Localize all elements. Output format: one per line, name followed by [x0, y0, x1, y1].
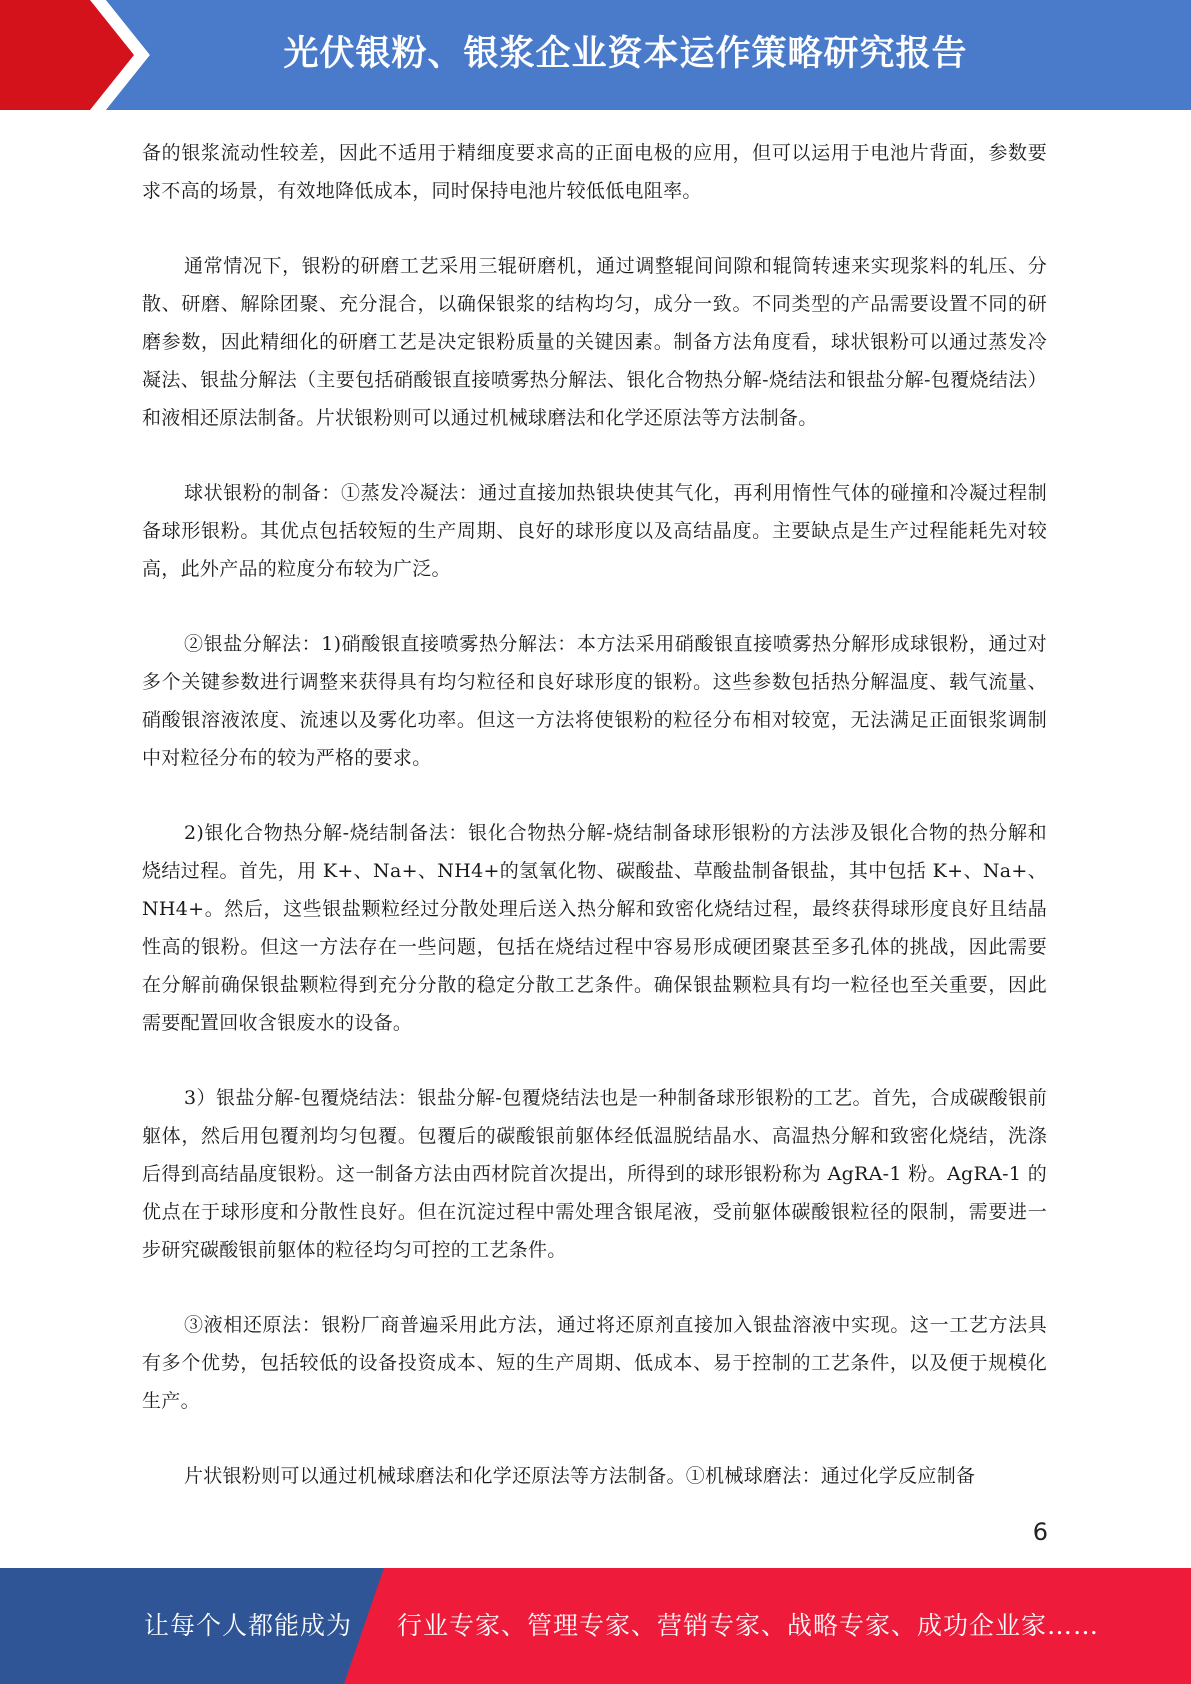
- paragraph: 通常情况下，银粉的研磨工艺采用三辊研磨机，通过调整辊间间隙和辊筒转速来实现浆料的轧压、分散、研磨、解除团聚、充分混合，以确保银浆的结构均匀，成分一致。不同类型的产品需要设置不同的研磨参数，因此精细化的研磨工艺是决定银粉质量的关键因素。制备方法角度看，球状银粉可以通过蒸发冷凝法、银盐分解法（主要包括硝酸银直接喷雾热分解法、银化合物热分解-烧结法和银盐分解-包覆烧结法）和液相还原法制备。片状银粉则可以通过机械球磨法和化学还原法等方法制备。: [142, 255, 1047, 429]
- paragraph: ②银盐分解法：1)硝酸银直接喷雾热分解法：本方法采用硝酸银直接喷雾热分解形成球银粉，通过对多个关键参数进行调整来获得具有均匀粒径和良好球形度的银粉。这些参数包括热分解温度、载气流量、硝酸银溶液浓度、流速以及雾化功率。但这一方法将使银粉的粒径分布相对较宽，无法满足正面银浆调制中对粒径分布的较为严格的要求。: [142, 633, 1047, 769]
- paragraph: 片状银粉则可以通过机械球磨法和化学还原法等方法制备。①机械球磨法：通过化学反应制备: [184, 1465, 976, 1487]
- paragraph: 备的银浆流动性较差，因此不适用于精细度要求高的正面电极的应用，但可以运用于电池片背面，参数要求不高的场景，有效地降低成本，同时保持电池片较低低电阻率。: [142, 142, 1047, 202]
- paragraph: 球状银粉的制备：①蒸发冷凝法：通过直接加热银块使其气化，再利用惰性气体的碰撞和冷凝过程制备球形银粉。其优点包括较短的生产周期、良好的球形度以及高结晶度。主要缺点是生产过程能耗先对较高，此外产品的粒度分布较为广泛。: [142, 482, 1047, 580]
- paragraph: 2)银化合物热分解-烧结制备法：银化合物热分解-烧结制备球形银粉的方法涉及银化合物的热分解和烧结过程。首先，用 K+、Na+、NH4+的氢氧化物、碳酸盐、草酸盐制备银盐，其中包括 K+、Na+、NH4+。然后，这些银盐颗粒经过分散处理后送入热分解和致密化烧结过程，最终获得球形度良好且结晶性高的银粉。但这一方法存在一些问题，包括在烧结过程中容易形成硬团聚甚至多孔体的挑战，因此需要在分解前确保银盐颗粒得到充分分散的稳定分散工艺条件。确保银盐颗粒具有均一粒径也至关重要，因此需要配置回收含银废水的设备。: [142, 822, 1047, 1034]
- report-title: 光伏银粉、银浆企业资本运作策略研究报告: [283, 34, 968, 74]
- footer-slogan-left: 让每个人都能成为: [144, 1611, 353, 1640]
- paragraph: 3）银盐分解-包覆烧结法：银盐分解-包覆烧结法也是一种制备球形银粉的工艺。首先，合成碳酸银前躯体，然后用包覆剂均匀包覆。包覆后的碳酸银前躯体经低温脱结晶水、高温热分解和致密化烧结，洗涤后得到高结晶度银粉。这一制备方法由西材院首次提出，所得到的球形银粉称为 AgRA-1 粉。AgRA-1 的优点在于球形度和分散性良好。但在沉淀过程中需处理含银尾液，受前躯体碳酸银粒径的限制，需要进一步研究碳酸银前躯体的粒径均匀可控的工艺条件。: [142, 1087, 1047, 1261]
- header-chevron-shape: [0, 0, 150, 110]
- footer-banner: [0, 1568, 1191, 1684]
- header-banner: [0, 0, 1191, 110]
- paragraph: ③液相还原法：银粉厂商普遍采用此方法，通过将还原剂直接加入银盐溶液中实现。这一工艺方法具有多个优势，包括较低的设备投资成本、短的生产周期、低成本、易于控制的工艺条件，以及便于规模化生产。: [142, 1314, 1047, 1412]
- page-number: 6: [1032, 1518, 1048, 1546]
- document-body: [142, 134, 1047, 1495]
- footer-slogan-right: 行业专家、管理专家、营销专家、战略专家、成功企业家……: [397, 1611, 1100, 1640]
